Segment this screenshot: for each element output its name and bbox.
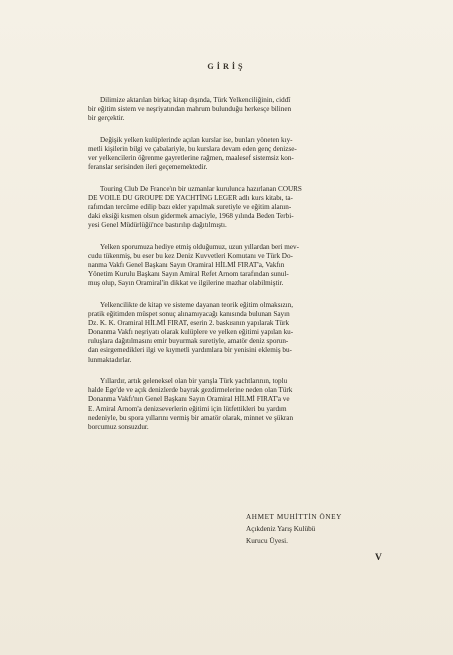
text-line: Yıllardır, artık geleneksel olan bir yarışla Türk yachtlarının, toplu — [100, 377, 288, 386]
text-line: Touring Club De France'ın bir uzmanlar kurulunca hazırlanan COURS — [100, 184, 302, 193]
text-line: daki eksiği kısmen olsun gidermek amaciyle, 1968 yılında Beden Terbi- — [88, 212, 294, 221]
text-line: halde Ege'de ve açık denizlerde bayrak gezdirmelerine neden olan Türk — [88, 386, 293, 395]
text-line: feranslar serisinden ileri geçememektedir. — [88, 163, 208, 172]
text-line: ver yelkencilerin öğrenme gayretlerine rağmen, maalesef sistemsiz kon- — [88, 154, 294, 163]
body-text — [88, 96, 380, 444]
text-line: dan esirgemedikleri ilgi ve kıymetli yardımlara bir yenisini eklemiş bu- — [88, 346, 292, 355]
paragraph-4 — [88, 243, 380, 288]
text-line: muş olup, Sayın Oramiral'in dikkat ve ilgilerine mazhar olabilmiştir. — [88, 279, 284, 288]
text-line: Değişik yelken kulüplerinde açılan kurslar ise, bunları yöneten kıy- — [100, 135, 293, 144]
paragraph-5 — [88, 301, 380, 365]
signature-role: Kurucu Üyesi. — [246, 536, 288, 545]
text-line: yesi Genel Müdürlüğü'nce bastırılıp dağıtılmıştı. — [88, 221, 227, 230]
text-line: lunmaktadırlar. — [88, 355, 132, 364]
text-line: Yelken sporumuza hediye etmiş olduğumuz, uzun yıllardan beri mev- — [100, 242, 299, 251]
text-line: nedeniyle, bu spora yıllarını vermiş bir amatör olarak, minnet ve şükran — [88, 413, 294, 422]
text-line: Donanma Vakfı'nın Genel Başkanı Sayın Oramiral HİLMİ FIRAT'a ve — [88, 395, 290, 404]
text-line: Yelkencilikte de kitap ve sisteme dayanan teorik eğitim olmaksızın, — [100, 300, 294, 309]
text-line: bir gerçektir. — [88, 114, 125, 123]
text-line: Yönetim Kurulu Başkanı Sayın Amiral Refet Arnom tarafından sunul- — [88, 270, 289, 279]
text-line: rafımdan tercüme edilip bazı ekler yapılmak suretiyle ve eğitim alanın- — [88, 203, 292, 212]
signature-name: AHMET MUHİTTİN ÖNEY — [246, 513, 342, 521]
text-line: E. Amiral Arnom'a denizseverlerin eğitimi için lütfettikleri bu yardım — [88, 404, 287, 413]
paragraph-1 — [88, 96, 380, 123]
page-number: V — [375, 553, 382, 563]
page-heading: GİRİŞ — [207, 62, 246, 71]
signature-block — [246, 512, 342, 547]
text-line: nanma Vakfı Genel Başkanı Sayın Oramiral HİLMİ FIRAT'a, Vakfın — [88, 261, 285, 270]
text-line: pratik eğitimden müspet sonuç alınamıyacağı kanısında bulunan Sayın — [88, 310, 290, 319]
text-line: borcumuz sonsuzdur. — [88, 422, 149, 431]
text-line: ruluşlara dağıtılmasını emir buyurmak suretiyle, amatör deniz sporun- — [88, 337, 289, 346]
signature-affiliation: Açıkdeniz Yarış Kulübü — [246, 524, 316, 533]
text-line: DE VOILE DU GROUPE DE YACHTİNG LEGER adlı kurs kitabı, ta- — [88, 193, 293, 202]
text-line: cudu tükenmiş, bu eser bu kez Deniz Kuvvetleri Komutanı ve Türk Do- — [88, 252, 293, 260]
text-line: Dilimize aktarılan birkaç kitap dışında, Türk Yelkenciliğinin, ciddî — [100, 96, 291, 104]
text-line: Dz. K. K. Oramiral HİLMİ FIRAT, eserin 2. baskısının yapılarak Türk — [88, 319, 290, 328]
text-line: bir eğitim sistem ve neşriyatından mahrum bulunduğu herkesçe bilinen — [88, 105, 292, 114]
paragraph-2 — [88, 136, 380, 172]
text-line: metli kişilerin bilgi ve çabalariyle, bu kurslara devam eden genç denizse- — [88, 144, 297, 153]
paragraph-3 — [88, 185, 380, 230]
paragraph-6 — [88, 377, 380, 432]
text-line: Donanma Vakfı neşriyatı olarak kulüplere ve yelken eğitimi yapılan ku- — [88, 328, 294, 337]
